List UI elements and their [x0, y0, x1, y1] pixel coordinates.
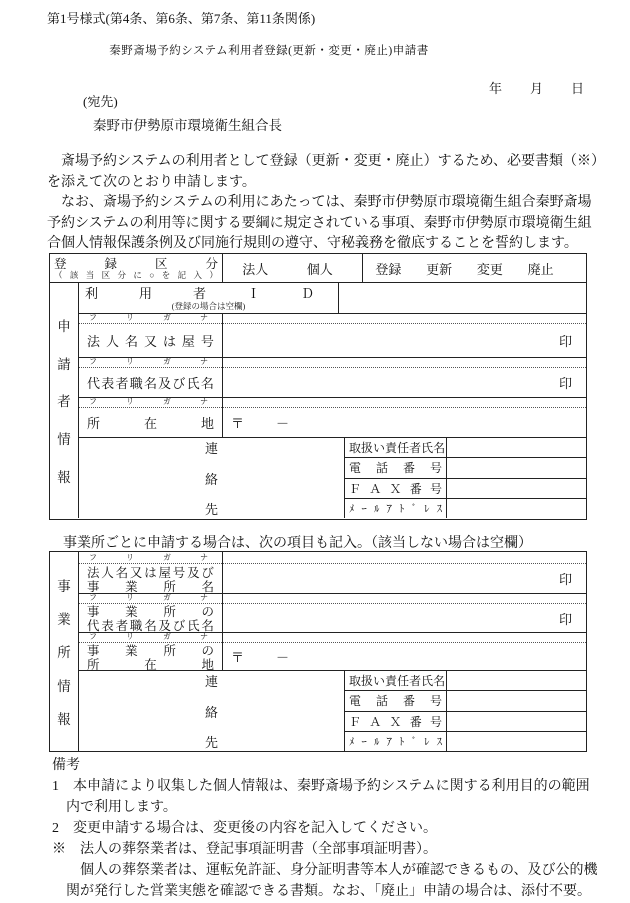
office-rep-field[interactable]: [223, 604, 586, 632]
remarks-line: 内で利用します。: [52, 800, 177, 815]
remarks-line: 1 本申請により収集した個人情報は、秦野斎場予約システムに関する利用目的の範囲: [52, 779, 590, 794]
user-id-row: [79, 283, 586, 314]
email-label: ﾒ ｰ ﾙ ｱ ﾄ ﾞ ﾚ ｽ: [345, 732, 447, 751]
entity-type-options[interactable]: [223, 254, 363, 282]
office-email-field[interactable]: [447, 732, 586, 751]
addressee-name: 秦野市伊勢原市環境衛生組合長: [93, 118, 282, 133]
office-name-label-line2: 事 業 所 名: [87, 579, 214, 594]
contact-row: [79, 438, 586, 518]
phone-number-label: 電 話 番 号: [345, 458, 447, 477]
representative-field[interactable]: [223, 368, 586, 397]
furigana-label: フ リ ガ ナ: [79, 594, 222, 604]
office-address-label-line1: 事 業 所 の: [87, 644, 214, 658]
action-option-change[interactable]: 変更: [476, 261, 503, 277]
office-phone-number-field[interactable]: [447, 691, 586, 710]
office-address-row: [79, 633, 586, 671]
office-handler-name-field[interactable]: [447, 671, 586, 690]
user-id-label-cell: [79, 283, 339, 313]
fax-number-field[interactable]: [447, 479, 586, 498]
remarks-heading: 備考: [52, 758, 80, 773]
phone-number-field[interactable]: [447, 458, 586, 477]
postal-mark: 〒 －: [231, 416, 292, 431]
remarks-line: 関が発行した営業実態を確認できる書類。なお、「廃止」申請の場合は、添付不要。: [52, 884, 591, 899]
date-day-label: 日: [570, 81, 584, 96]
furigana-field[interactable]: [223, 398, 586, 408]
postal-mark: 〒 －: [231, 650, 292, 665]
office-section-caption: 事業所ごとに申請する場合は、次の項目も記入。（該当しない場合は空欄）: [49, 536, 532, 551]
action-option-renew[interactable]: 更新: [426, 261, 453, 277]
office-info-side-label: 事 業 所 情 報: [50, 552, 79, 751]
action-option-register[interactable]: 登録: [375, 261, 402, 277]
remarks-line: ※ 法人の葬祭業者は、登記事項証明書（全部事項証明書）。: [52, 842, 437, 857]
office-contact-row: [79, 671, 586, 751]
corporate-name-row: [79, 314, 586, 358]
fax-number-label: Ｆ Ａ Ｘ 番 号: [345, 479, 447, 498]
applicant-info-side-label: 申 請 者 情 報: [50, 283, 79, 518]
registration-category-label: 登 録 区 分: [54, 256, 218, 271]
pledge-line: 予約システムの利用等に関する要綱に規定されている事項、秦野市伊勢原市環境衛生組: [47, 215, 592, 231]
office-contact-label: 連 絡 先: [79, 671, 345, 751]
seal-mark: 印: [558, 376, 572, 391]
user-id-field[interactable]: [339, 283, 586, 313]
office-address-label-line2: 所 在 地: [87, 658, 214, 672]
date-month-label: 月: [529, 81, 543, 96]
pledge-line: なお、斎場予約システムの利用にあたっては、秦野市伊勢原市環境衛生組合秦野斎場: [47, 195, 592, 210]
representative-label: 代 表 者 職 名 及 び 氏 名: [87, 376, 214, 391]
action-option-abolish[interactable]: 廃止: [527, 261, 554, 277]
seal-mark: 印: [558, 572, 572, 587]
address-field[interactable]: [223, 408, 586, 437]
form-number: 第1号様式(第4条、第6条、第7条、第11条関係): [47, 11, 316, 26]
email-field[interactable]: [447, 499, 586, 518]
applicant-info-table: [49, 253, 587, 520]
office-info-table: [49, 551, 587, 752]
user-id-note: (登録の場合は空欄): [171, 300, 246, 311]
seal-mark: 印: [558, 334, 572, 349]
entity-option-corporate[interactable]: 法人: [242, 261, 269, 277]
furigana-field[interactable]: [223, 358, 586, 368]
pledge-paragraph: [47, 152, 606, 255]
pledge-line: 合個人情報保護条例及び同施行規則の遵守、守秘義務を徹底することを誓約します。: [47, 236, 578, 251]
registration-category-note: （ 該 当 区 分 に ○ を 記 入 ）: [54, 270, 218, 280]
address-label: 所 在 地: [87, 416, 214, 431]
registration-category-row: [50, 254, 586, 283]
action-type-options[interactable]: [363, 254, 586, 282]
office-representative-row: [79, 594, 586, 633]
office-name-row: [79, 552, 586, 594]
remarks-line: 2 変更申請する場合は、変更後の内容を記入してください。: [52, 821, 437, 836]
furigana-field[interactable]: [223, 552, 586, 564]
page-title: 秦野斎場予約システム利用者登録(更新・変更・廃止)申請書: [109, 45, 429, 57]
office-name-label-line1: 法 人 名 又 は 屋 号 及 び: [87, 565, 214, 580]
furigana-label: フ リ ガ ナ: [79, 633, 222, 643]
furigana-field[interactable]: [223, 594, 586, 604]
address-row: [79, 398, 586, 438]
office-rep-label-line2: 代 表 者 職 名 及 び 氏 名: [87, 619, 214, 633]
user-id-label: 利 用 者 Ｉ Ｄ: [85, 285, 314, 301]
office-fax-number-field[interactable]: [447, 712, 586, 731]
remarks-section: [52, 755, 598, 902]
email-label: ﾒ ｰ ﾙ ｱ ﾄ ﾞ ﾚ ｽ: [345, 499, 447, 518]
entity-option-individual[interactable]: 個人: [306, 261, 333, 277]
pledge-line: を添えて次のとおり申請します。: [47, 174, 256, 190]
fax-number-label: Ｆ Ａ Ｘ 番 号: [345, 712, 447, 731]
furigana-label: フ リ ガ ナ: [79, 398, 222, 408]
date-year-label: 年: [489, 81, 503, 96]
representative-row: [79, 358, 586, 398]
remarks-line: 個人の葬祭業者は、運転免許証、身分証明書等本人が確認できるもの、及び公的機: [52, 863, 598, 878]
furigana-label: フ リ ガ ナ: [79, 314, 222, 324]
addressee-label: (宛先): [83, 94, 118, 109]
pledge-line: 斎場予約システムの利用者として登録（更新・変更・廃止）するため、必要書類（※）: [47, 154, 606, 169]
handler-name-field[interactable]: [447, 438, 586, 457]
seal-mark: 印: [558, 611, 572, 627]
corporate-name-label: 法 人 名 又 は 屋 号: [87, 334, 214, 349]
corporate-name-field[interactable]: [223, 324, 586, 357]
office-address-field[interactable]: [223, 643, 586, 670]
date-line: [489, 78, 584, 97]
furigana-label: フ リ ガ ナ: [79, 552, 222, 564]
office-name-field[interactable]: [223, 564, 586, 593]
registration-category-header: [50, 254, 223, 282]
furigana-field[interactable]: [223, 633, 586, 643]
contact-label: 連 絡 先: [79, 438, 345, 518]
handler-name-label: 取 扱 い 責 任 者 氏 名: [345, 671, 447, 690]
handler-name-label: 取 扱 い 責 任 者 氏 名: [345, 438, 447, 457]
phone-number-label: 電 話 番 号: [345, 691, 447, 710]
furigana-field[interactable]: [223, 314, 586, 324]
furigana-label: フ リ ガ ナ: [79, 358, 222, 368]
office-rep-label-line1: 事 業 所 の: [87, 605, 214, 619]
